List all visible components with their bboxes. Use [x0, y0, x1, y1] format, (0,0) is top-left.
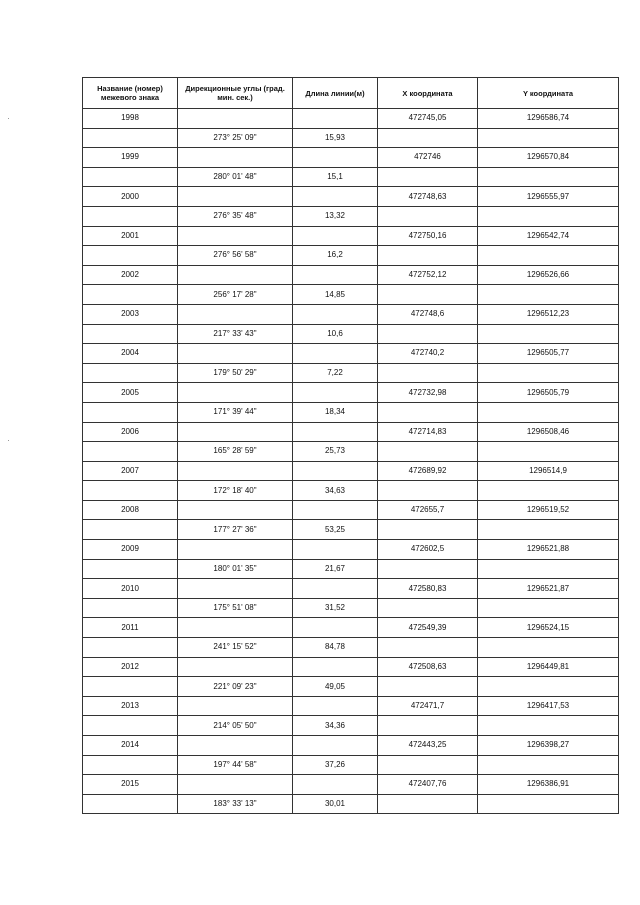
cell-marker-name: 2015 [83, 775, 178, 795]
table-body [83, 109, 619, 814]
cell-direction-angle: 165° 28' 59" [178, 442, 293, 462]
table-row [83, 422, 619, 442]
cell-direction-angle [178, 148, 293, 168]
boundary-coordinates-table [82, 77, 619, 814]
cell-direction-angle [178, 540, 293, 560]
cell-marker-name [83, 559, 178, 579]
scan-mark [8, 118, 9, 119]
cell-x-coordinate [378, 677, 478, 697]
table-row [83, 794, 619, 814]
cell-y-coordinate [478, 598, 619, 618]
header-y-coordinate: Y координата [478, 78, 619, 109]
cell-y-coordinate [478, 285, 619, 305]
cell-line-length: 15,1 [293, 167, 378, 187]
cell-direction-angle: 197° 44' 58" [178, 755, 293, 775]
cell-direction-angle: 217° 33' 43" [178, 324, 293, 344]
cell-marker-name [83, 794, 178, 814]
cell-x-coordinate: 472714,83 [378, 422, 478, 442]
cell-line-length: 34,36 [293, 716, 378, 736]
table-row [83, 285, 619, 305]
cell-line-length [293, 696, 378, 716]
table-row [83, 559, 619, 579]
cell-marker-name: 2000 [83, 187, 178, 207]
cell-y-coordinate: 1296521,88 [478, 540, 619, 560]
table-row [83, 520, 619, 540]
cell-line-length [293, 500, 378, 520]
cell-direction-angle: 256° 17' 28" [178, 285, 293, 305]
cell-y-coordinate: 1296505,77 [478, 344, 619, 364]
table-row [83, 755, 619, 775]
cell-marker-name [83, 677, 178, 697]
cell-marker-name: 2001 [83, 226, 178, 246]
cell-line-length [293, 383, 378, 403]
cell-direction-angle [178, 657, 293, 677]
table-row [83, 677, 619, 697]
cell-direction-angle: 171° 39' 44" [178, 402, 293, 422]
cell-y-coordinate: 1296542,74 [478, 226, 619, 246]
cell-line-length: 21,67 [293, 559, 378, 579]
cell-marker-name: 2004 [83, 344, 178, 364]
cell-x-coordinate [378, 638, 478, 658]
cell-marker-name: 2013 [83, 696, 178, 716]
cell-line-length: 25,73 [293, 442, 378, 462]
cell-y-coordinate: 1296508,46 [478, 422, 619, 442]
cell-x-coordinate [378, 402, 478, 422]
cell-y-coordinate [478, 677, 619, 697]
cell-y-coordinate: 1296386,91 [478, 775, 619, 795]
cell-x-coordinate [378, 167, 478, 187]
table-row [83, 598, 619, 618]
cell-line-length [293, 226, 378, 246]
cell-marker-name [83, 481, 178, 501]
header-line-length: Длина линии(м) [293, 78, 378, 109]
cell-direction-angle [178, 696, 293, 716]
cell-direction-angle: 280° 01' 48" [178, 167, 293, 187]
cell-x-coordinate [378, 520, 478, 540]
cell-direction-angle [178, 109, 293, 129]
cell-marker-name: 2010 [83, 579, 178, 599]
cell-x-coordinate [378, 206, 478, 226]
cell-marker-name [83, 442, 178, 462]
cell-x-coordinate: 472443,25 [378, 736, 478, 756]
cell-x-coordinate [378, 442, 478, 462]
cell-marker-name [83, 363, 178, 383]
cell-direction-angle [178, 775, 293, 795]
cell-y-coordinate [478, 638, 619, 658]
table-row [83, 304, 619, 324]
table-row [83, 187, 619, 207]
cell-direction-angle [178, 618, 293, 638]
cell-direction-angle: 221° 09' 23" [178, 677, 293, 697]
cell-y-coordinate: 1296524,15 [478, 618, 619, 638]
header-marker-name: Название (номер) межевого знака [83, 78, 178, 109]
table-row [83, 657, 619, 677]
cell-marker-name: 1998 [83, 109, 178, 129]
cell-x-coordinate: 472407,76 [378, 775, 478, 795]
table-row [83, 696, 619, 716]
cell-line-length [293, 657, 378, 677]
table-row [83, 442, 619, 462]
cell-line-length: 13,32 [293, 206, 378, 226]
table-row [83, 736, 619, 756]
scan-mark [8, 440, 9, 441]
cell-x-coordinate [378, 755, 478, 775]
cell-line-length: 14,85 [293, 285, 378, 305]
table-row [83, 128, 619, 148]
cell-direction-angle: 276° 56' 58" [178, 246, 293, 266]
cell-line-length: 49,05 [293, 677, 378, 697]
cell-x-coordinate [378, 128, 478, 148]
cell-y-coordinate [478, 755, 619, 775]
cell-line-length [293, 618, 378, 638]
cell-y-coordinate [478, 167, 619, 187]
cell-marker-name [83, 598, 178, 618]
cell-direction-angle [178, 187, 293, 207]
cell-x-coordinate: 472745,05 [378, 109, 478, 129]
cell-y-coordinate: 1296586,74 [478, 109, 619, 129]
cell-line-length: 10,6 [293, 324, 378, 344]
cell-marker-name [83, 638, 178, 658]
cell-line-length [293, 148, 378, 168]
table-row [83, 148, 619, 168]
cell-x-coordinate: 472549,39 [378, 618, 478, 638]
cell-x-coordinate [378, 481, 478, 501]
cell-marker-name [83, 167, 178, 187]
cell-line-length [293, 775, 378, 795]
cell-x-coordinate: 472602,5 [378, 540, 478, 560]
cell-line-length [293, 304, 378, 324]
cell-marker-name: 2012 [83, 657, 178, 677]
cell-y-coordinate: 1296519,52 [478, 500, 619, 520]
cell-marker-name: 2002 [83, 265, 178, 285]
cell-y-coordinate: 1296514,9 [478, 461, 619, 481]
table-row [83, 383, 619, 403]
cell-y-coordinate [478, 520, 619, 540]
cell-line-length: 37,26 [293, 755, 378, 775]
table-row [83, 481, 619, 501]
cell-y-coordinate [478, 363, 619, 383]
cell-line-length [293, 736, 378, 756]
cell-line-length: 18,34 [293, 402, 378, 422]
table-row [83, 775, 619, 795]
cell-y-coordinate [478, 442, 619, 462]
cell-direction-angle [178, 500, 293, 520]
cell-x-coordinate [378, 363, 478, 383]
cell-marker-name [83, 206, 178, 226]
cell-direction-angle [178, 461, 293, 481]
table-row [83, 716, 619, 736]
cell-y-coordinate: 1296555,97 [478, 187, 619, 207]
cell-line-length: 31,52 [293, 598, 378, 618]
cell-marker-name: 1999 [83, 148, 178, 168]
cell-direction-angle [178, 422, 293, 442]
cell-y-coordinate [478, 402, 619, 422]
cell-direction-angle [178, 383, 293, 403]
cell-direction-angle [178, 344, 293, 364]
cell-direction-angle: 180° 01' 35" [178, 559, 293, 579]
cell-x-coordinate [378, 285, 478, 305]
cell-x-coordinate: 472732,98 [378, 383, 478, 403]
cell-line-length [293, 540, 378, 560]
table-row [83, 618, 619, 638]
cell-x-coordinate: 472748,6 [378, 304, 478, 324]
cell-x-coordinate: 472471,7 [378, 696, 478, 716]
table-row [83, 500, 619, 520]
cell-line-length: 15,93 [293, 128, 378, 148]
cell-line-length: 53,25 [293, 520, 378, 540]
cell-x-coordinate: 472752,12 [378, 265, 478, 285]
cell-marker-name: 2011 [83, 618, 178, 638]
table-row [83, 167, 619, 187]
cell-x-coordinate: 472746 [378, 148, 478, 168]
cell-x-coordinate: 472750,16 [378, 226, 478, 246]
cell-y-coordinate [478, 559, 619, 579]
cell-x-coordinate: 472508,63 [378, 657, 478, 677]
cell-direction-angle: 241° 15' 52" [178, 638, 293, 658]
cell-direction-angle [178, 579, 293, 599]
table-row [83, 344, 619, 364]
cell-marker-name: 2007 [83, 461, 178, 481]
cell-x-coordinate: 472689,92 [378, 461, 478, 481]
cell-marker-name [83, 324, 178, 344]
cell-marker-name [83, 402, 178, 422]
cell-marker-name [83, 246, 178, 266]
cell-direction-angle: 273° 25' 09" [178, 128, 293, 148]
cell-x-coordinate [378, 716, 478, 736]
cell-x-coordinate [378, 324, 478, 344]
table-header-row [83, 78, 619, 109]
table-row [83, 324, 619, 344]
cell-x-coordinate [378, 794, 478, 814]
cell-x-coordinate [378, 246, 478, 266]
cell-line-length: 7,22 [293, 363, 378, 383]
cell-x-coordinate: 472748,63 [378, 187, 478, 207]
cell-marker-name: 2005 [83, 383, 178, 403]
cell-y-coordinate: 1296570,84 [478, 148, 619, 168]
cell-line-length: 30,01 [293, 794, 378, 814]
cell-marker-name [83, 128, 178, 148]
cell-line-length [293, 461, 378, 481]
cell-line-length [293, 579, 378, 599]
cell-marker-name [83, 755, 178, 775]
cell-direction-angle [178, 265, 293, 285]
table-row [83, 461, 619, 481]
table-row [83, 638, 619, 658]
cell-x-coordinate: 472655,7 [378, 500, 478, 520]
cell-marker-name [83, 285, 178, 305]
cell-marker-name: 2003 [83, 304, 178, 324]
cell-line-length: 84,78 [293, 638, 378, 658]
cell-x-coordinate: 472740,2 [378, 344, 478, 364]
cell-y-coordinate: 1296449,81 [478, 657, 619, 677]
cell-x-coordinate [378, 559, 478, 579]
table-row [83, 226, 619, 246]
cell-marker-name [83, 716, 178, 736]
cell-y-coordinate: 1296526,66 [478, 265, 619, 285]
cell-y-coordinate [478, 324, 619, 344]
cell-direction-angle: 172° 18' 40" [178, 481, 293, 501]
cell-direction-angle: 214° 05' 50" [178, 716, 293, 736]
cell-direction-angle [178, 304, 293, 324]
cell-line-length [293, 344, 378, 364]
table-row [83, 206, 619, 226]
cell-y-coordinate: 1296521,87 [478, 579, 619, 599]
cell-y-coordinate: 1296512,23 [478, 304, 619, 324]
cell-direction-angle: 177° 27' 36" [178, 520, 293, 540]
cell-y-coordinate [478, 716, 619, 736]
cell-line-length: 16,2 [293, 246, 378, 266]
cell-x-coordinate: 472580,83 [378, 579, 478, 599]
cell-marker-name: 2009 [83, 540, 178, 560]
cell-y-coordinate [478, 481, 619, 501]
cell-y-coordinate: 1296417,53 [478, 696, 619, 716]
cell-direction-angle: 179° 50' 29" [178, 363, 293, 383]
cell-direction-angle: 175° 51' 08" [178, 598, 293, 618]
cell-y-coordinate [478, 128, 619, 148]
cell-direction-angle: 183° 33' 13" [178, 794, 293, 814]
cell-y-coordinate [478, 794, 619, 814]
cell-y-coordinate: 1296398,27 [478, 736, 619, 756]
table-row [83, 402, 619, 422]
table-row [83, 246, 619, 266]
cell-direction-angle: 276° 35' 48" [178, 206, 293, 226]
table-row [83, 265, 619, 285]
cell-marker-name: 2014 [83, 736, 178, 756]
table-row [83, 579, 619, 599]
cell-x-coordinate [378, 598, 478, 618]
cell-line-length [293, 187, 378, 207]
cell-marker-name: 2006 [83, 422, 178, 442]
cell-y-coordinate [478, 206, 619, 226]
cell-line-length [293, 109, 378, 129]
header-direction-angle: Дирекционные углы (град. мин. сек.) [178, 78, 293, 109]
cell-line-length [293, 422, 378, 442]
cell-line-length: 34,63 [293, 481, 378, 501]
table-row [83, 363, 619, 383]
cell-marker-name [83, 520, 178, 540]
cell-y-coordinate: 1296505,79 [478, 383, 619, 403]
cell-marker-name: 2008 [83, 500, 178, 520]
table-row [83, 109, 619, 129]
cell-direction-angle [178, 226, 293, 246]
header-x-coordinate: X координата [378, 78, 478, 109]
cell-line-length [293, 265, 378, 285]
table-row [83, 540, 619, 560]
cell-direction-angle [178, 736, 293, 756]
cell-y-coordinate [478, 246, 619, 266]
